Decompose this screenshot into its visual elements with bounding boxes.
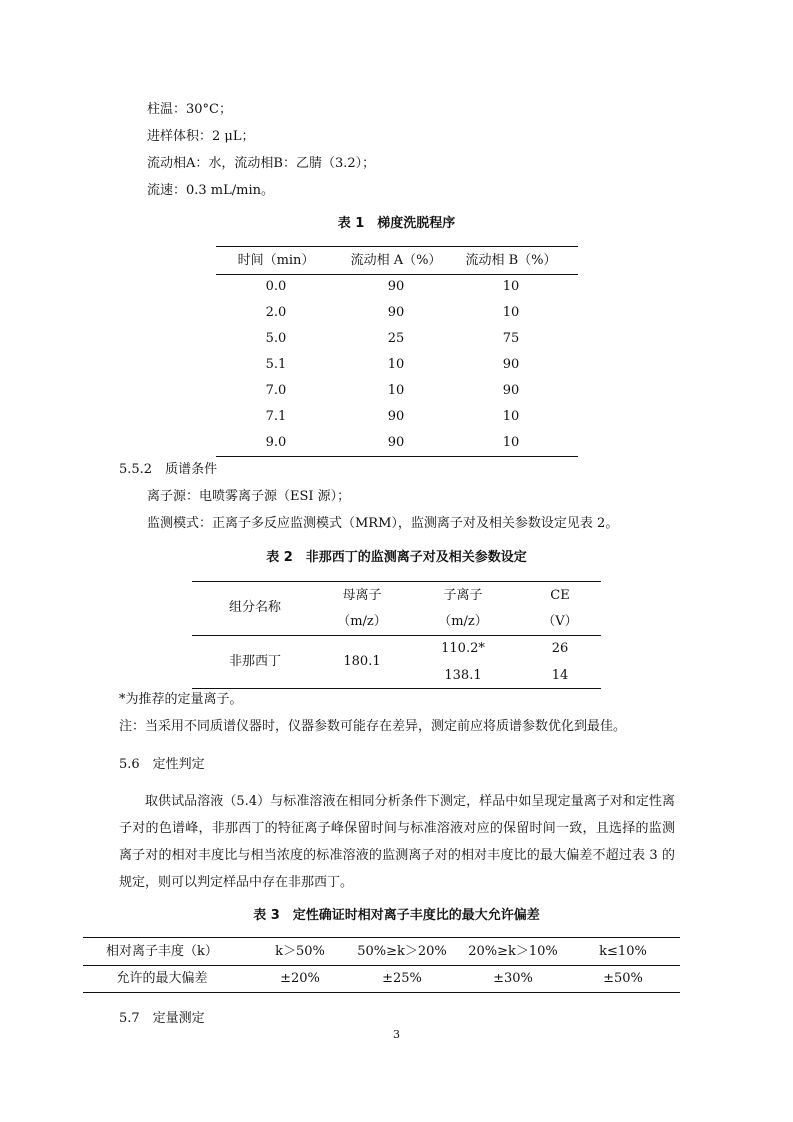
table3-cell: 20%≥k＞10% <box>468 944 558 959</box>
table3-row2-label: 允许的最大偏差 <box>116 971 208 986</box>
table1-cell: 25 <box>387 331 405 346</box>
table1-cell: 90 <box>387 305 405 320</box>
table3-cell: ±30% <box>493 971 533 986</box>
table1-caption: 表 1 梯度洗脱程序 <box>337 216 456 231</box>
table1-bottom-rule <box>216 456 578 457</box>
table2-component: 非那西丁 <box>228 654 281 669</box>
table1-cell: 5.1 <box>265 357 287 372</box>
table1-cell: 90 <box>387 409 405 424</box>
table2-header-ce: CE <box>550 588 570 603</box>
table1-cell: 90 <box>387 279 405 294</box>
table3-bottom-rule <box>83 992 680 993</box>
note-instrument: 注：当采用不同质谱仪器时，仪器参数可能存在差异，测定前应将质谱参数优化到最佳。 <box>119 719 627 734</box>
table1-cell: 90 <box>502 383 520 398</box>
table3-top-rule <box>83 937 680 938</box>
table2-daughter-ion: 138.1 <box>444 668 482 683</box>
table3-cell: 50%≥k＞20% <box>357 944 447 959</box>
table2-caption: 表 2 非那西丁的监测离子对及相关参数设定 <box>266 550 527 565</box>
condition-injection-volume: 进样体积：2 μL； <box>147 129 255 144</box>
table2-header-daughter: 子离子 <box>443 588 483 603</box>
table1-top-rule <box>216 246 578 247</box>
table1-cell: 90 <box>502 357 520 372</box>
table2-header-parent: 母离子 <box>342 588 382 603</box>
table2-ce-value: 14 <box>551 668 569 683</box>
table2-top-rule <box>192 581 601 582</box>
table1-header-a: 流动相 A（%） <box>350 253 442 268</box>
table1-cell: 5.0 <box>265 331 287 346</box>
table3-cell: ±20% <box>280 971 320 986</box>
table1-cell: 10 <box>502 435 520 450</box>
section-56-paragraph: 取供试品溶液（5.4）与标准溶液在相同分析条件下测定，样品中如呈现定量离子对和定性离子对的色谱峰，非那西丁的特征离子峰保留时间与标准溶液对应的保留时间一致，且选择的监测离子对的相对丰度比与相当浓度的标准溶液的监测离子对的相对丰度比的最大偏差不超过表 3 的规定，则可以判定样品中存在非那西丁。 <box>119 794 675 890</box>
table2-ce-value: 26 <box>551 641 569 656</box>
table1-cell: 10 <box>502 409 520 424</box>
table2-bottom-rule <box>192 688 601 689</box>
condition-mobile-phase: 流动相A：水，流动相B：乙腈（3.2）； <box>147 156 376 171</box>
table2-header-component: 组分名称 <box>228 600 281 615</box>
table3-cell: k≤10% <box>599 944 647 959</box>
table2-header-ce-unit: （V） <box>542 614 578 629</box>
table1-cell: 10 <box>502 279 520 294</box>
condition-column-temp: 柱温：30°C； <box>147 102 232 117</box>
section-552-heading: 5.5.2 质谱条件 <box>119 462 218 477</box>
table2-header-rule <box>192 635 601 636</box>
table1-header-time: 时间（min） <box>237 253 315 268</box>
table1-cell: 10 <box>502 305 520 320</box>
table3-mid-rule <box>83 965 680 966</box>
table3-cell: ±50% <box>603 971 643 986</box>
ion-source-line: 离子源：电喷雾离子源（ESI 源）； <box>147 489 351 504</box>
monitoring-mode-line: 监测模式：正离子多反应监测模式（MRM），监测离子对及相关参数设定见表 2。 <box>147 516 619 531</box>
table2-daughter-ion: 110.2* <box>441 641 485 656</box>
table2-parent-ion: 180.1 <box>343 654 381 669</box>
table1-cell: 9.0 <box>265 435 287 450</box>
table1-header-b: 流动相 B（%） <box>465 253 557 268</box>
table3-row1-label: 相对离子丰度（k） <box>106 944 218 959</box>
table2-header-daughter-unit: （m/z） <box>438 614 488 629</box>
table1-cell: 0.0 <box>265 279 287 294</box>
table3-caption: 表 3 定性确证时相对离子丰度比的最大允许偏差 <box>253 908 540 923</box>
table1-cell: 75 <box>502 331 520 346</box>
table1-cell: 10 <box>387 357 405 372</box>
footnote-quant-ion: *为推荐的定量离子。 <box>119 692 243 707</box>
table1-cell: 10 <box>387 383 405 398</box>
table1-cell: 7.1 <box>265 409 287 424</box>
table1-cell: 90 <box>387 435 405 450</box>
condition-flow-rate: 流速：0.3 mL/min。 <box>147 183 275 198</box>
table1-header-rule <box>216 274 578 275</box>
table2-header-parent-unit: （m/z） <box>337 614 387 629</box>
table1-cell: 2.0 <box>265 305 287 320</box>
page-number: 3 <box>393 1028 400 1041</box>
table3-cell: ±25% <box>382 971 422 986</box>
section-56-heading: 5.6 定性判定 <box>119 757 205 772</box>
table3-cell: k＞50% <box>275 944 325 959</box>
section-57-heading: 5.7 定量测定 <box>119 1011 205 1026</box>
table1-cell: 7.0 <box>265 383 287 398</box>
